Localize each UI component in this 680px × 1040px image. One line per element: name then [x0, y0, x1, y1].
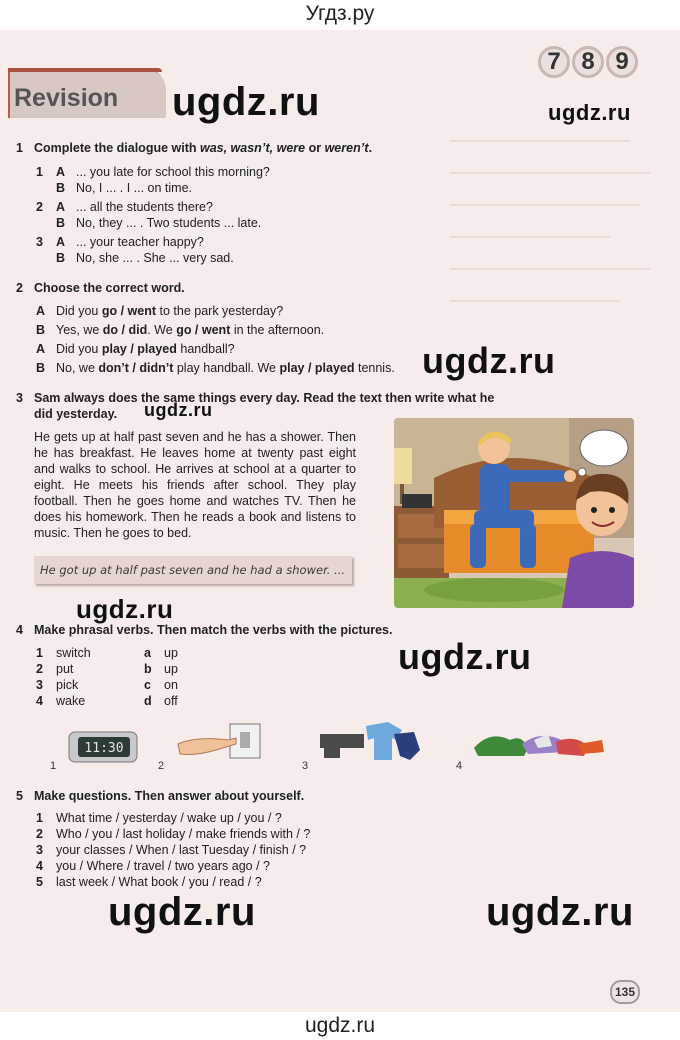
clothes-pile-icon	[470, 726, 606, 767]
unit-badge: 9	[606, 46, 638, 78]
watermark: ugdz.ru	[398, 636, 532, 677]
section-title: Revision	[14, 84, 119, 112]
verb-row: 1 switch a up	[36, 646, 178, 660]
picture-number: 1	[50, 760, 57, 772]
watermark: ugdz.ru	[144, 400, 213, 420]
question-line: 1 What time / yesterday / wake up / you / ?	[36, 811, 282, 825]
unit-badge: 8	[572, 46, 604, 78]
task1-heading: 1 Complete the dialogue with was, wasn’t, were or weren’t.	[16, 141, 373, 155]
page-number: 135	[610, 980, 640, 1004]
picture-number: 4	[456, 760, 463, 772]
question-line: 5 last week / What book / you / read / ?	[36, 875, 262, 889]
bleed-line	[450, 204, 640, 206]
picture-number: 2	[158, 760, 165, 772]
watermark: ugdz.ru	[422, 340, 556, 381]
watermark: ugdz.ru	[108, 890, 256, 934]
site-footer: ugdz.ru	[304, 1014, 376, 1037]
task4-heading: 4 Make phrasal verbs. Then match the verbs with the pictures.	[16, 623, 393, 637]
bleed-line	[450, 172, 650, 174]
bleed-line	[450, 140, 630, 142]
task2-heading: 2 Choose the correct word.	[16, 281, 185, 295]
picture-number: 3	[302, 760, 309, 772]
dialogue-line: 2 A ... all the students there?	[36, 200, 213, 214]
choice-line: A Did you go / went to the park yesterday?	[36, 304, 284, 318]
dialogue-line: 3 A ... your teacher happy?	[36, 235, 204, 249]
example-answer: He got up at half past seven and he had a shower. ...	[34, 556, 352, 584]
unit-badges	[538, 46, 638, 78]
bleed-line	[450, 236, 610, 238]
bedroom-illustration	[394, 418, 634, 608]
verb-row: 2 put b up	[36, 662, 178, 676]
bleed-line	[450, 300, 620, 302]
clothes-icon	[318, 720, 422, 771]
question-line: 2 Who / you / last holiday / make friends with / ?	[36, 827, 311, 841]
site-title: Угдз.ру	[305, 2, 375, 25]
watermark: ugdz.ru	[548, 100, 631, 125]
question-line: 4 you / Where / travel / two years ago / ?	[36, 859, 270, 873]
verb-row: 4 wake d off	[36, 694, 178, 708]
unit-badge: 7	[538, 46, 570, 78]
choice-line: B No, we don’t / didn’t play handball. We play / played tennis.	[36, 361, 395, 375]
dialogue-line: B No, I ... . I ... on time.	[56, 181, 193, 195]
reading-text: He gets up at half past seven and he has a shower. Then he has breakfast. He leaves home at twenty past eight and walks to school. He arrives at school at a quarter to eight. He meets his friends after school. They play football. Then he goes home and watches TV. Then he does his homework. Then he reads a book and listens to music. Then he goes to bed.	[34, 430, 356, 540]
choice-line: A Did you play / played handball?	[36, 342, 235, 356]
watermark: ugdz.ru	[76, 594, 174, 624]
question-line: 3 your classes / When / last Tuesday / finish / ?	[36, 843, 307, 857]
dialogue-line: B No, she ... . She ... very sad.	[56, 251, 234, 265]
dialogue-line: 1 A ... you late for school this morning?	[36, 165, 270, 179]
task3-heading: 3 Sam always does the same things every day. Read the text then write what he	[16, 391, 495, 405]
verb-row: 3 pick c on	[36, 678, 178, 692]
svg-text:11:30: 11:30	[84, 741, 124, 756]
watermark: ugdz.ru	[486, 890, 634, 934]
dialogue-line: B No, they ... . Two students ... late.	[56, 216, 262, 230]
watermark: ugdz.ru	[172, 80, 320, 124]
task3-heading-cont: did yesterday.	[34, 407, 118, 421]
bleed-line	[450, 268, 650, 270]
light-switch-icon	[176, 722, 264, 769]
alarm-clock-icon	[68, 730, 140, 771]
choice-line: B Yes, we do / did. We go / went in the afternoon.	[36, 323, 325, 337]
task5-heading: 5 Make questions. Then answer about yourself.	[16, 789, 305, 803]
